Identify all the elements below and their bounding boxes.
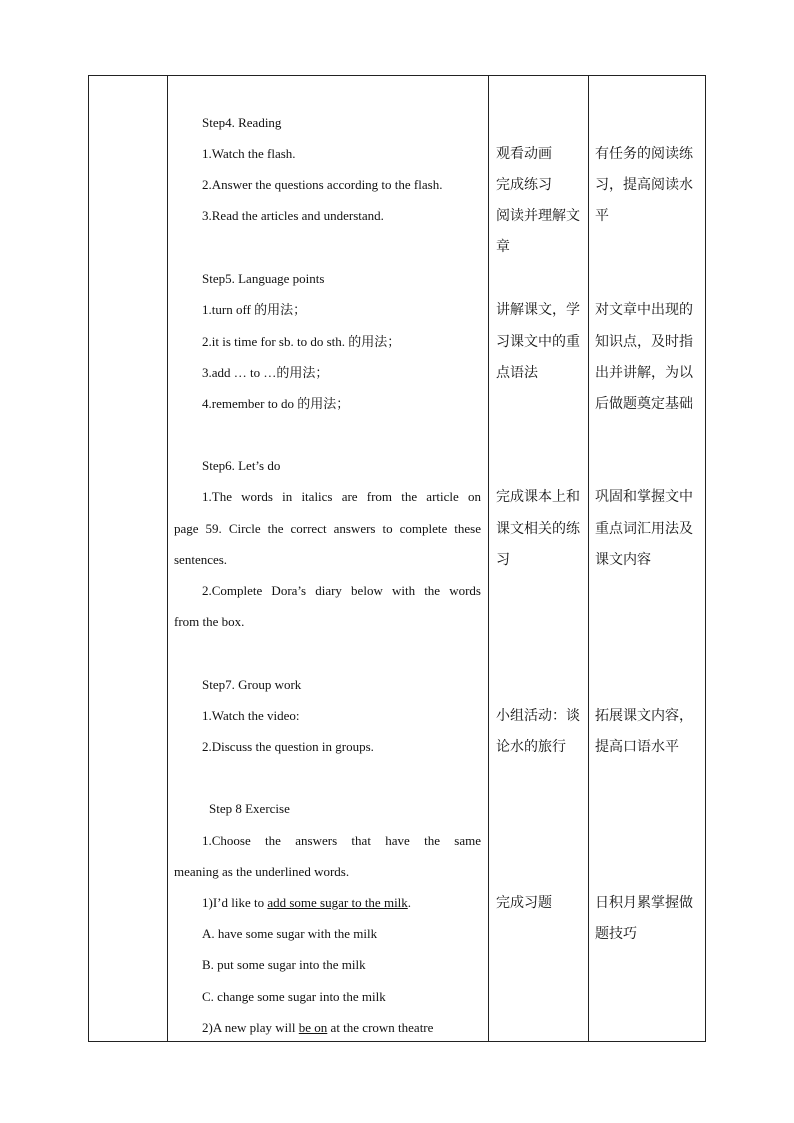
student-activity-text: 论水的旅行 [496,739,566,755]
answer-option: C. change some sugar into the milk [202,989,386,1004]
step4-heading: Step4. Reading [202,115,282,130]
column-divider [167,76,168,1041]
answer-option: B. put some sugar into the milk [202,957,366,972]
student-activity-text: 章 [496,239,510,255]
step7-heading: Step7. Group work [202,677,302,692]
student-activity-text: 课文相关的练 [496,521,580,537]
purpose-text: 对文章中出现的 [595,302,693,318]
step4-item: 2.Answer the questions according to the flash. [202,177,443,192]
purpose-text: 知识点，及时指 [595,334,693,350]
step4-item: 1.Watch the flash. [202,146,296,161]
step6-item: 1.The words in italics are from the article on [202,489,481,504]
student-activity-text: 观看动画 [496,146,552,162]
purpose-text: 平 [595,208,609,224]
purpose-text: 重点词汇用法及 [595,521,693,537]
question-text: . [407,895,412,910]
purpose-text: 习，提高阅读水 [595,177,693,193]
purpose-text: 课文内容 [595,552,651,568]
step5-item: 1.turn off 的用法； [202,302,307,317]
question-text: at the crown theatre [327,1020,434,1035]
purpose-text: 后做题奠定基础 [595,396,693,412]
step8-heading: Step 8 Exercise [209,801,290,816]
student-activity-text: 完成课本上和 [496,489,580,505]
underlined-phrase: add some sugar to the milk [267,895,408,910]
student-activity-text: 完成习题 [496,895,552,911]
column-divider [588,76,589,1041]
step6-item: 2.Complete Dora’s diary below with the words [202,583,481,598]
step6-item: from the box. [174,614,245,629]
purpose-text: 巩固和掌握文中 [595,489,693,505]
purpose-text: 提高口语水平 [595,739,679,755]
underlined-phrase: be on [298,1020,328,1035]
question-text: 2)A new play will [202,1020,299,1035]
step7-item: 1.Watch the video: [202,708,300,723]
student-activity-text: 讲解课文，学 [496,302,580,318]
purpose-text: 有任务的阅读练 [595,146,693,162]
question-text: 1)I’d like to [202,895,268,910]
step8-item: 1.Choose the answers that have the same [202,833,481,848]
purpose-text: 拓展课文内容， [595,708,693,724]
purpose-text: 题技巧 [595,926,637,942]
student-activity-text: 习课文中的重 [496,334,580,350]
exercise-question-1 [202,895,411,911]
step6-heading: Step6. Let’s do [202,458,281,473]
exercise-question-2 [202,1020,433,1036]
column-divider [488,76,489,1041]
step6-item: page 59. Circle the correct answers to complete these [174,521,481,536]
step7-item: 2.Discuss the question in groups. [202,739,374,754]
step5-item: 2.it is time for sb. to do sth. 的用法； [202,334,401,349]
purpose-text: 日积月累掌握做 [595,895,693,911]
purpose-text: 出并讲解，为以 [595,365,693,381]
step5-item: 4.remember to do 的用法； [202,396,350,411]
student-activity-text: 完成练习 [496,177,552,193]
student-activity-text: 小组活动：谈 [496,708,580,724]
step5-heading: Step5. Language points [202,271,325,286]
student-activity-text: 点语法 [496,365,538,381]
student-activity-text: 阅读并理解文 [496,208,580,224]
step6-item: sentences. [174,552,228,567]
step8-item: meaning as the underlined words. [174,864,350,879]
step5-item: 3.add … to …的用法； [202,365,329,380]
student-activity-text: 习 [496,552,510,568]
answer-option: A. have some sugar with the milk [202,926,378,941]
step4-item: 3.Read the articles and understand. [202,208,384,223]
